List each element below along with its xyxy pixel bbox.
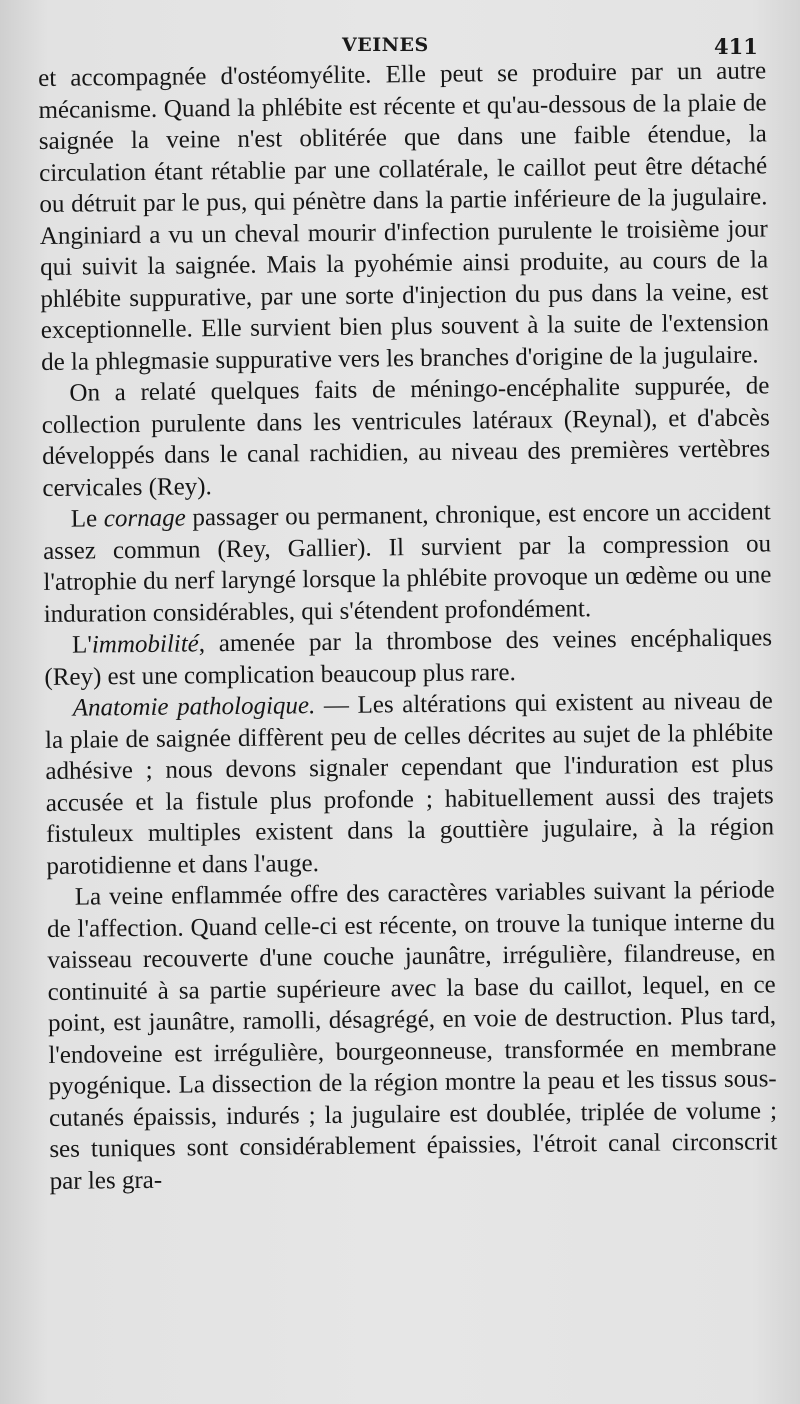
page-number: 411 (714, 34, 758, 59)
paragraph (44, 622, 773, 693)
paragraph: On a relaté quelques faits de méningo-encéphalite suppurée, de collection purulente dans les ventricules latéraux (Reynal), et d'abcès développés dans le canal rachidien, au niveau des premières vertèbres cervicales (Rey). (41, 372, 771, 502)
paragraph-text: passager ou permanent, chronique, est encore un accident assez commun (Rey, Gallier). Il survient par la compression ou l'atrophie du nerf laryngé lorsque la phlébite provoque un œdème ou une induration considérables, qui s'étendent profondément. (42, 498, 772, 628)
paragraph-text: , amenée par la thrombose des veines encéphaliques (Rey) est une complication beaucoup plus rare. (44, 624, 773, 691)
paragraph (43, 496, 772, 630)
italic-term: immobilité (91, 630, 199, 659)
paragraph: et accompagnée d'ostéomyélite. Elle peut se produire par un autre mécanisme. Quand la phlébite est récente et qu'au-dessous de la plaie de saignée la veine n'est oblitérée que dans une faible étendue, la circulation étant rétablie par une collatérale, le caillot peut être détaché ou détruit par le pus, qui pénètre dans la partie inférieure de la jugulaire. Anginiard a vu un cheval mourir d'infection purulente le troisième jour qui suivit la saignée. Mais la pyohémie ainsi produite, au cours de la phlébite suppurative, par une sorte d'injection du pus dans la veine, est exceptionnelle. Elle survient bien plus souvent à la suite de l'extension de la phlegmasie suppurative vers les branches d'origine de la jugulaire. (38, 57, 769, 376)
italic-term: cornage (103, 504, 186, 533)
paragraph: La veine enflammée offre des caractères variables suivant la période de l'affection. Quand celle-ci est récente, on trouve la tunique interne du vaisseau recouverte d'une couche jaunâtre, irrégulière, filandreuse, en continuité à sa partie supérieure avec la base du caillot, lequel, en ce point, est jaunâtre, ramolli, désagrégé, en voie de destruction. Plus tard, l'endoveine est irrégulière, bourgeonneuse, transformée en membrane pyogénique. La dissection de la région montre la peau et les tissus sous-cutanés épaissis, indurés ; la jugulaire est doublée, triplée de volume ; ses tuniques sont considérablement épaissies, l'étroit canal circonscrit par les gra- (46, 876, 778, 1195)
body-text (38, 55, 778, 1197)
section-heading-italic: Anatomie pathologique. (72, 692, 316, 722)
paragraph (45, 685, 775, 882)
paragraph-lead: L' (71, 631, 93, 659)
paragraph-text: — Les altérations qui existent au niveau de la plaie de saignée diffèrent peu de celles décrites au sujet de la phlébite adhésive ; nous devons signaler cependant que l'induration est plus accusée et la fistule plus profonde ; habituellement aussi des trajets fistuleux multiples existent dans la gouttière jugulaire, à la région parotidienne et dans l'auge. (44, 687, 775, 880)
paragraph-lead: Le (70, 505, 104, 533)
running-head-title: VEINES (342, 34, 429, 56)
